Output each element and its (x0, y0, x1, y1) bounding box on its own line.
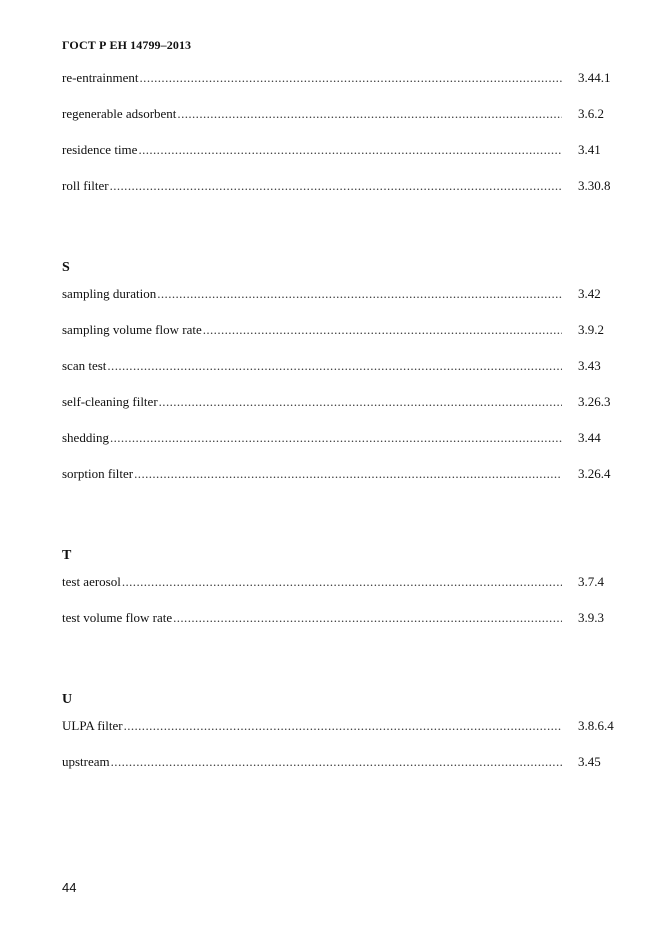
index-term: upstream (62, 754, 110, 769)
dot-leader (110, 430, 562, 446)
index-entry (62, 322, 622, 358)
index-term: sampling duration (62, 286, 157, 301)
dot-leader (111, 754, 562, 770)
index-entry (62, 574, 622, 610)
index-term: residence time (62, 142, 138, 157)
index-reference: 3.45 (578, 754, 601, 769)
index-reference: 3.30.8 (578, 178, 611, 193)
index-reference: 3.42 (578, 286, 601, 301)
page-number: 44 (62, 880, 77, 895)
index-term: ULPA filter (62, 718, 123, 733)
index-entry (62, 466, 622, 502)
dot-leader (203, 322, 562, 338)
index-entry (62, 358, 622, 394)
dot-leader (177, 106, 562, 122)
index-reference: 3.26.4 (578, 466, 611, 481)
index-term: regenerable adsorbent (62, 106, 177, 121)
dot-leader (173, 610, 562, 626)
index-reference: 3.7.4 (578, 574, 604, 589)
index-entry (62, 394, 622, 430)
index-entry (62, 142, 622, 178)
index-reference: 3.9.2 (578, 322, 604, 337)
index-reference: 3.9.3 (578, 610, 604, 625)
index-entry (62, 754, 622, 790)
index-term: scan test (62, 358, 107, 373)
dot-leader (159, 394, 562, 410)
dot-leader (124, 718, 562, 734)
dot-leader (134, 466, 562, 482)
index-reference: 3.6.2 (578, 106, 604, 121)
index-term: re-entrainment (62, 70, 139, 85)
index-term: sampling volume flow rate (62, 322, 202, 337)
dot-leader (138, 142, 562, 158)
index-term: shedding (62, 430, 109, 445)
index-reference: 3.44 (578, 430, 601, 445)
dot-leader (122, 574, 562, 590)
dot-leader (157, 286, 562, 302)
dot-leader (110, 178, 562, 194)
dot-leader (140, 70, 562, 86)
index-reference: 3.44.1 (578, 70, 611, 85)
index-entry (62, 106, 622, 142)
index-entry (62, 610, 622, 646)
index-entry (62, 286, 622, 322)
index-reference: 3.41 (578, 142, 601, 157)
index-term: test aerosol (62, 574, 121, 589)
index-term: sorption filter (62, 466, 134, 481)
dot-leader (107, 358, 562, 374)
index-entry (62, 70, 622, 106)
index-term: test volume flow rate (62, 610, 173, 625)
section-letter-u: U (62, 692, 73, 707)
terms-index (62, 70, 622, 790)
index-reference: 3.26.3 (578, 394, 611, 409)
index-reference: 3.43 (578, 358, 601, 373)
section-letter-t: T (62, 548, 72, 563)
index-entry (62, 718, 622, 754)
section-letter-s: S (62, 260, 70, 275)
document-header: ГОСТ Р ЕН 14799–2013 (62, 38, 192, 52)
index-entry (62, 430, 622, 466)
index-reference: 3.8.6.4 (578, 718, 614, 733)
index-term: roll filter (62, 178, 109, 193)
index-entry (62, 178, 622, 214)
index-term: self-cleaning filter (62, 394, 158, 409)
